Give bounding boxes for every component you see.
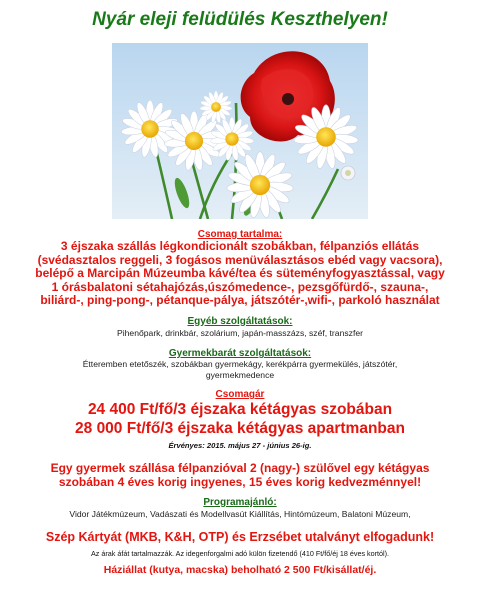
child-services-section xyxy=(0,348,480,381)
price-apartment: 28 000 Ft/fő/3 éjszaka kétágyas apartmanban xyxy=(75,420,405,437)
children-offer-line: szobában 4 éves korig ingyenes, 15 éves korig kedvezménnyel! xyxy=(58,474,422,489)
package-section xyxy=(0,229,480,308)
package-heading: Csomag tartalma: xyxy=(197,229,283,240)
child-services-heading: Gyermekbarát szolgáltatások: xyxy=(168,348,312,359)
children-offer-section xyxy=(0,462,480,489)
price-heading: Csomagár xyxy=(215,389,265,400)
price-room: 24 400 Ft/fő/3 éjszaka kétágyas szobában xyxy=(87,401,393,418)
programs-heading: Programajánló: xyxy=(203,497,277,508)
other-services-text: Pihenőpark, drinkbár, szolárium, japán-masszázs, széf, transzfer xyxy=(117,327,363,338)
payment-note: Szép Kártyát (MKB, K&H, OTP) és Erzsébet utalványt elfogadunk! xyxy=(45,529,435,544)
flowers-photo xyxy=(112,43,368,219)
child-services-line: gyermekmedence xyxy=(205,370,275,380)
package-line: 3 éjszaka szállás légkondicionált szobákban, félpanziós ellátás xyxy=(60,239,420,253)
validity-text: Érvényes: 2015. május 27 - június 26-ig. xyxy=(168,441,312,450)
other-services-section xyxy=(0,316,480,341)
children-offer-line: Egy gyermek szállása félpanzióval 2 (nagy-) szülővel egy kétágyas xyxy=(50,461,430,475)
child-services-line: Étteremben etetőszék, szobákban gyermekágy, kerékpárra gyermekülés, játszótér, xyxy=(82,359,398,369)
package-line: belépő a Marcipán Múzeumba kávé/tea és süteményfogyasztással, vagy xyxy=(35,266,445,280)
other-services-heading: Egyéb szolgáltatások: xyxy=(187,315,293,327)
programs-text: Vidor Játékmúzeum, Vadászati és Modellvasút Kiállítás, Hintómúzeum, Balatoni Múzeum, xyxy=(69,509,411,519)
pets-note: Háziállat (kutya, macska) beholható 2 500 Ft/kisállat/éj. xyxy=(103,563,377,576)
package-line: (svédasztalos reggeli, 3 fogásos menüválasztásos ebéd vagy vacsora), xyxy=(37,252,443,267)
programs-section xyxy=(0,497,480,522)
price-section xyxy=(0,389,480,450)
page-title: Nyár eleji felüdülés Keszthelyen! xyxy=(92,9,388,30)
package-line: 1 órásbalatoni sétahajózás,úszómedence-, pezsgőfürdő-, szauna-, xyxy=(51,279,429,294)
tax-note: Az árak áfát tartalmazzák. Az idegenforgalmi adó külön fizetendő (410 Ft/fő/éj 18 éves kortól). xyxy=(90,548,390,558)
package-line: biliárd-, ping-pong-, pétanque-pálya, játszótér-,wifi-, parkoló használat xyxy=(40,293,440,307)
